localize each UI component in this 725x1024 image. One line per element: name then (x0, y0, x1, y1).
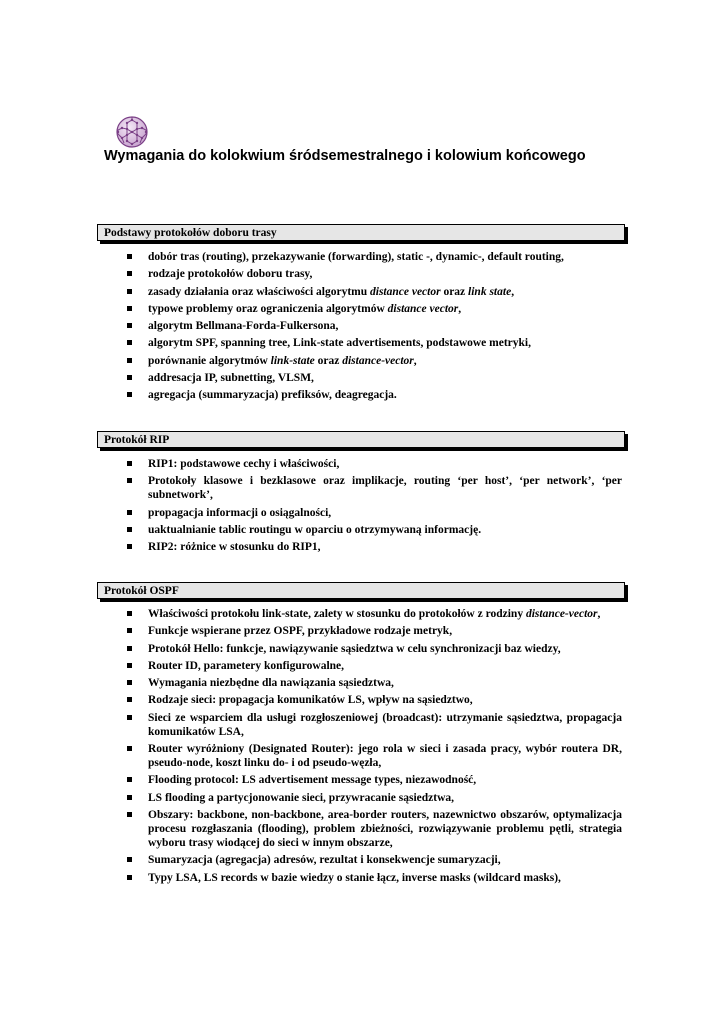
bullet-icon (127, 697, 132, 702)
list-item: RIP1: podstawowe cechy i właściwości, (0, 457, 622, 471)
list-item: Router wyróżniony (Designated Router): jego rola w sieci i zasada pracy, wybór routera DR, pseudo-node, koszt linku do- i od pseudo-węzła, (0, 742, 622, 770)
list-item: Sumaryzacja (agregacja) adresów, rezultat i konsekwencje sumaryzacji, (0, 853, 622, 867)
rip-list (0, 457, 622, 557)
list-item: Router ID, parametery konfigurowalne, (0, 659, 622, 673)
bullet-icon (127, 544, 132, 549)
list-item: Protokół Hello: funkcje, nawiązywanie sąsiedztwa w celu synchronizacji baz wiedzy, (0, 642, 622, 656)
section-header-routing-basics: Podstawy protokołów doboru trasy (97, 224, 625, 241)
bullet-icon (127, 461, 132, 466)
list-item: typowe problemy oraz ograniczenia algorytmów distance vector, (0, 302, 622, 316)
bullet-icon (127, 340, 132, 345)
list-item: porównanie algorytmów link-state oraz distance-vector, (0, 354, 622, 368)
list-item: Flooding protocol: LS advertisement message types, niezawodność, (0, 773, 622, 787)
bullet-icon (127, 611, 132, 616)
bullet-icon (127, 271, 132, 276)
list-item: dobór tras (routing), przekazywanie (forwarding), static -, dynamic-, default routing, (0, 250, 622, 264)
bullet-icon (127, 812, 132, 817)
list-item: algorytm Bellmana-Forda-Fulkersona, (0, 319, 622, 333)
list-item: Funkcje wspierane przez OSPF, przykładowe rodzaje metryk, (0, 624, 622, 638)
bullet-icon (127, 857, 132, 862)
bullet-icon (127, 663, 132, 668)
bullet-icon (127, 795, 132, 800)
routing-basics-list (0, 250, 622, 406)
bullet-icon (127, 392, 132, 397)
bullet-icon (127, 777, 132, 782)
bullet-icon (127, 254, 132, 259)
bullet-icon (127, 680, 132, 685)
list-item: zasady działania oraz właściwości algorytmu distance vector oraz link state, (0, 285, 622, 299)
bullet-icon (127, 358, 132, 363)
section-header-ospf: Protokół OSPF (97, 582, 625, 599)
list-item: LS flooding a partycjonowanie sieci, przywracanie sąsiedztwa, (0, 791, 622, 805)
bullet-icon (127, 715, 132, 720)
list-item: addresacja IP, subnetting, VLSM, (0, 371, 622, 385)
list-item: uaktualnianie tablic routingu w oparciu o otrzymywaną informację. (0, 523, 622, 537)
list-item: Obszary: backbone, non-backbone, area-border routers, nazewnictwo obszarów, optymalizacja procesu rozgłaszania (flooding), problem zbieżności, rozwiązywanie problemu pętli, strategia wyboru trasy wiodącej do sieci w innym obszarze, (0, 808, 622, 850)
list-item: rodzaje protokołów doboru trasy, (0, 267, 622, 281)
list-item: agregacja (summaryzacja) prefiksów, deagregacja. (0, 388, 622, 402)
bullet-icon (127, 746, 132, 751)
page-title: Wymagania do kolokwium śródsemestralnego i kolowium końcowego (104, 148, 586, 164)
list-item: propagacja informacji o osiągalności, (0, 506, 622, 520)
bullet-icon (127, 289, 132, 294)
list-item: Protokoły klasowe i bezklasowe oraz implikacje, routing ‘per host’, ‘per network’, ‘per subnetwork’, (0, 474, 622, 502)
list-item: Właściwości protokołu link-state, zalety w stosunku do protokołów z rodziny distance-vector, (0, 607, 622, 621)
list-item: algorytm SPF, spanning tree, Link-state advertisements, podstawowe metryki, (0, 336, 622, 350)
bullet-icon (127, 323, 132, 328)
bullet-icon (127, 375, 132, 380)
list-item: Sieci ze wsparciem dla usługi rozgłoszeniowej (broadcast): utrzymanie sąsiedztwa, propagacja komunikatów LSA, (0, 711, 622, 739)
list-item: Rodzaje sieci: propagacja komunikatów LS, wpływ na sąsiedztwo, (0, 693, 622, 707)
bullet-icon (127, 478, 132, 483)
bullet-icon (127, 646, 132, 651)
ospf-list (0, 607, 622, 888)
list-item: Wymagania niezbędne dla nawiązania sąsiedztwa, (0, 676, 622, 690)
bullet-icon (127, 875, 132, 880)
bullet-icon (127, 306, 132, 311)
list-item: Typy LSA, LS records w bazie wiedzy o stanie łącz, inverse masks (wildcard masks), (0, 871, 622, 885)
section-header-rip: Protokół RIP (97, 431, 625, 448)
bullet-icon (127, 510, 132, 515)
bullet-icon (127, 527, 132, 532)
list-item: RIP2: różnice w stosunku do RIP1, (0, 540, 622, 554)
molecule-logo-icon (112, 112, 152, 152)
bullet-icon (127, 628, 132, 633)
